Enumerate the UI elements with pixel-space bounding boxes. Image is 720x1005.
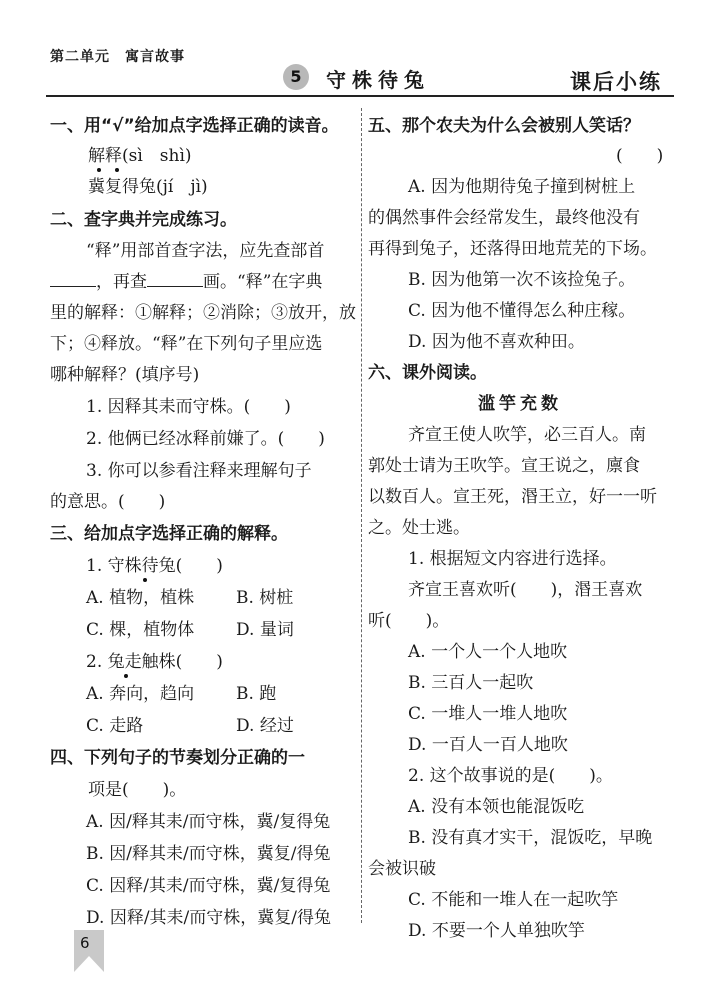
question-1-title: 一、用“√”给加点字选择正确的读音。 — [50, 116, 339, 136]
question-3-title: 三、给加点字选择正确的解释。 — [50, 524, 288, 544]
story-title: 滥竽充数 — [478, 394, 562, 414]
option: B. 没有真才实干，混饭吃，早晚 — [408, 828, 653, 848]
option: C. 因为他不懂得怎么种庄稼。 — [408, 301, 636, 321]
emphasis-dot — [124, 674, 128, 678]
option: D. 量词 — [236, 620, 294, 640]
option-cont: 的偶然事件会经常发生，最终他没有 — [368, 208, 640, 228]
option: B. 因/释其耒/而守株，冀复/得兔 — [86, 844, 331, 864]
option: B. 因为他第一次不该捡兔子。 — [408, 270, 636, 290]
emphasis-dot — [143, 578, 147, 582]
option: C. 一堆人一堆人地吹 — [408, 704, 568, 724]
question-3-item-1: 1. 守株待兔( ) — [86, 556, 223, 576]
blank-strokes[interactable] — [147, 270, 203, 287]
question-1-item-b: 冀复得兔(jí jì) — [88, 177, 208, 197]
page-number-notch — [74, 956, 104, 972]
option: D. 经过 — [236, 716, 294, 736]
question-2-para: ，再查 画。“释”在字典 — [50, 270, 322, 293]
question-6-item-1: 1. 根据短文内容进行选择。 — [408, 549, 617, 569]
unit-label: 第二单元 寓言故事 — [50, 49, 185, 65]
lesson-title: 守株待兔 — [326, 68, 430, 92]
question-2-sentence-3-cont: 的意思。( ) — [50, 492, 166, 512]
story-text: 以数百人。宣王死，湣王立，好一一听 — [368, 487, 657, 507]
option: B. 树桩 — [236, 588, 294, 608]
option: A. 植物，植株 — [86, 588, 195, 608]
question-5-title: 五、那个农夫为什么会被别人笑话？ — [368, 116, 640, 136]
option: C. 不能和一堆人在一起吹竽 — [408, 890, 619, 910]
option-cont: 会被识破 — [368, 859, 436, 879]
story-text: 郭处士请为王吹竽。宣王说之，廪食 — [368, 456, 640, 476]
question-2-para: 里的解释：①解释；②消除；③放开，放 — [50, 303, 356, 323]
option: C. 因释/其耒/而守株，冀/复得兔 — [86, 876, 331, 896]
option: D. 一百人一百人地吹 — [408, 735, 568, 755]
story-text: 之。处士逃。 — [368, 518, 470, 538]
option: C. 走路 — [86, 716, 144, 736]
answer-paren[interactable]: ( ) — [616, 146, 664, 166]
page-number: 6 — [80, 934, 90, 952]
question-4-title: 四、下列句子的节奏划分正确的一 — [50, 748, 305, 768]
option: C. 棵，植物体 — [86, 620, 195, 640]
section-tag: 课后小练 — [570, 70, 662, 94]
option: B. 跑 — [236, 684, 277, 704]
column-divider — [361, 108, 362, 923]
question-2-para: 下；④释放。“释”在下列句子里应选 — [50, 334, 323, 354]
question-6-item-1-stem-cont: 听( )。 — [368, 611, 450, 631]
option: A. 一个人一个人地吹 — [408, 642, 568, 662]
question-6-item-2: 2. 这个故事说的是( )。 — [408, 766, 613, 786]
option: A. 因为他期待兔子撞到树桩上 — [408, 177, 636, 197]
emphasis-dot — [115, 168, 119, 172]
emphasis-dot — [97, 168, 101, 172]
question-2-sentence-2: 2. 他俩已经冰释前嫌了。( ) — [86, 429, 325, 449]
question-2-sentence-3: 3. 你可以参看注释来理解句子 — [86, 461, 312, 481]
option: B. 三百人一起吹 — [408, 673, 534, 693]
question-6-title: 六、课外阅读。 — [368, 363, 487, 383]
question-2-para: “释”用部首查字法，应先查部首 — [86, 241, 325, 261]
option: D. 不要一个人单独吹竽 — [408, 921, 585, 941]
question-4-title-cont: 项是( )。 — [88, 780, 187, 800]
option-cont: 再得到兔子，还落得田地荒芜的下场。 — [368, 239, 657, 259]
option: A. 奔向，趋向 — [86, 684, 195, 704]
question-3-item-2: 2. 兔走触株( ) — [86, 652, 223, 672]
blank-radical[interactable] — [50, 270, 96, 287]
story-text: 齐宣王使人吹竽，必三百人。南 — [408, 425, 646, 445]
question-2-title: 二、查字典并完成练习。 — [50, 210, 237, 230]
question-2-para: 哪种解释？(填序号) — [50, 365, 200, 385]
question-1-item-a: 解释(sì shì) — [88, 146, 192, 166]
option: D. 因为他不喜欢种田。 — [408, 332, 585, 352]
question-2-sentence-1: 1. 因释其耒而守株。( ) — [86, 397, 291, 417]
option: D. 因释/其耒/而守株，冀复/得兔 — [86, 908, 332, 928]
lesson-number-badge: 5 — [283, 64, 309, 90]
header-rule — [46, 95, 674, 97]
option: A. 因/释其耒/而守株，冀/复得兔 — [86, 812, 331, 832]
question-6-item-1-stem: 齐宣王喜欢听( )，湣王喜欢 — [408, 580, 643, 600]
option: A. 没有本领也能混饭吃 — [408, 797, 585, 817]
